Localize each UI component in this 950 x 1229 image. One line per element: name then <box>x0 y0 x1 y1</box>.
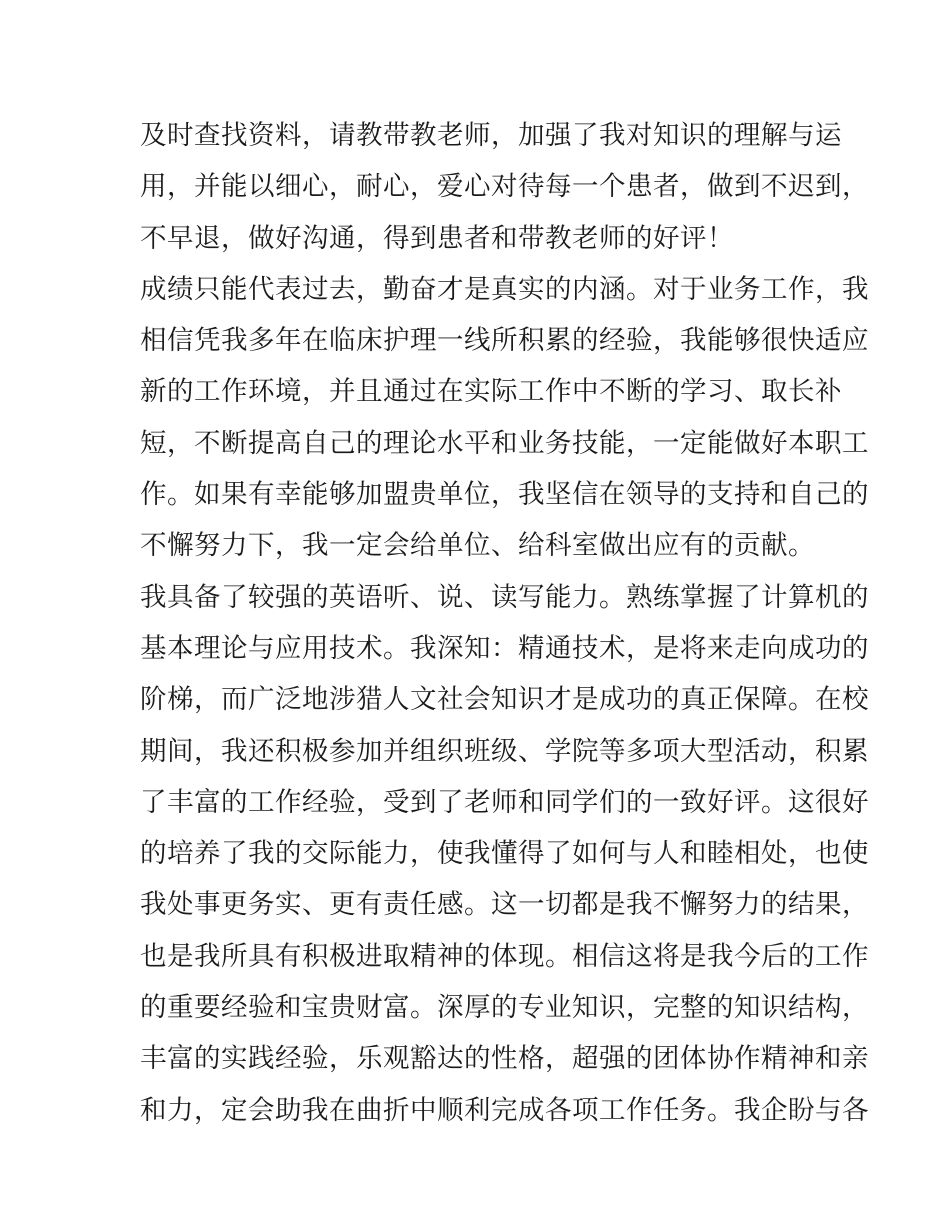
text-line: 也是我所具有积极进取精神的体现。相信这将是我今后的工作 <box>140 940 869 972</box>
text-line: 不懈努力下，我一定会给单位、给科室做出应有的贡献。 <box>140 530 815 562</box>
text-line: 的重要经验和宝贵财富。深厚的专业知识，完整的知识结构， <box>140 992 869 1024</box>
text-line: 用，并能以细心，耐心，爱心对待每一个患者，做到不迟到， <box>140 171 869 203</box>
text-line: 成绩只能代表过去，勤奋才是真实的内涵。对于业务工作，我 <box>140 273 869 305</box>
text-line: 及时查找资料，请教带教老师，加强了我对知识的理解与运 <box>140 120 842 151</box>
text-line: 我处事更务实、更有责任感。这一切都是我不懈努力的结果， <box>140 889 869 921</box>
document-body <box>140 110 869 1136</box>
text-line: 作。如果有幸能够加盟贵单位，我坚信在领导的支持和自己的 <box>140 479 869 511</box>
text-line: 了丰富的工作经验，受到了老师和同学们的一致好评。这很好 <box>140 786 869 818</box>
text-line: 不早退，做好沟通，得到患者和带教老师的好评！ <box>140 222 734 254</box>
text-line: 相信凭我多年在临床护理一线所积累的经验，我能够很快适应 <box>140 325 869 357</box>
text-line: 丰富的实践经验，乐观豁达的性格，超强的团体协作精神和亲 <box>140 1043 869 1075</box>
text-line: 我具备了较强的英语听、说、读写能力。熟练掌握了计算机的 <box>140 581 869 613</box>
text-line: 的培养了我的交际能力，使我懂得了如何与人和睦相处，也使 <box>140 838 869 870</box>
text-line: 新的工作环境，并且通过在实际工作中不断的学习、取长补 <box>140 376 842 408</box>
text-line: 和力，定会助我在曲折中顺利完成各项工作任务。我企盼与各 <box>140 1094 869 1126</box>
text-line: 短，不断提高自己的理论水平和业务技能，一定能做好本职工 <box>140 427 869 459</box>
text-line: 基本理论与应用技术。我深知：精通技术，是将来走向成功的 <box>140 632 869 664</box>
text-line: 阶梯，而广泛地涉猎人文社会知识才是成功的真正保障。在校 <box>140 684 869 716</box>
text-line: 期间，我还积极参加并组织班级、学院等多项大型活动，积累 <box>140 735 869 767</box>
